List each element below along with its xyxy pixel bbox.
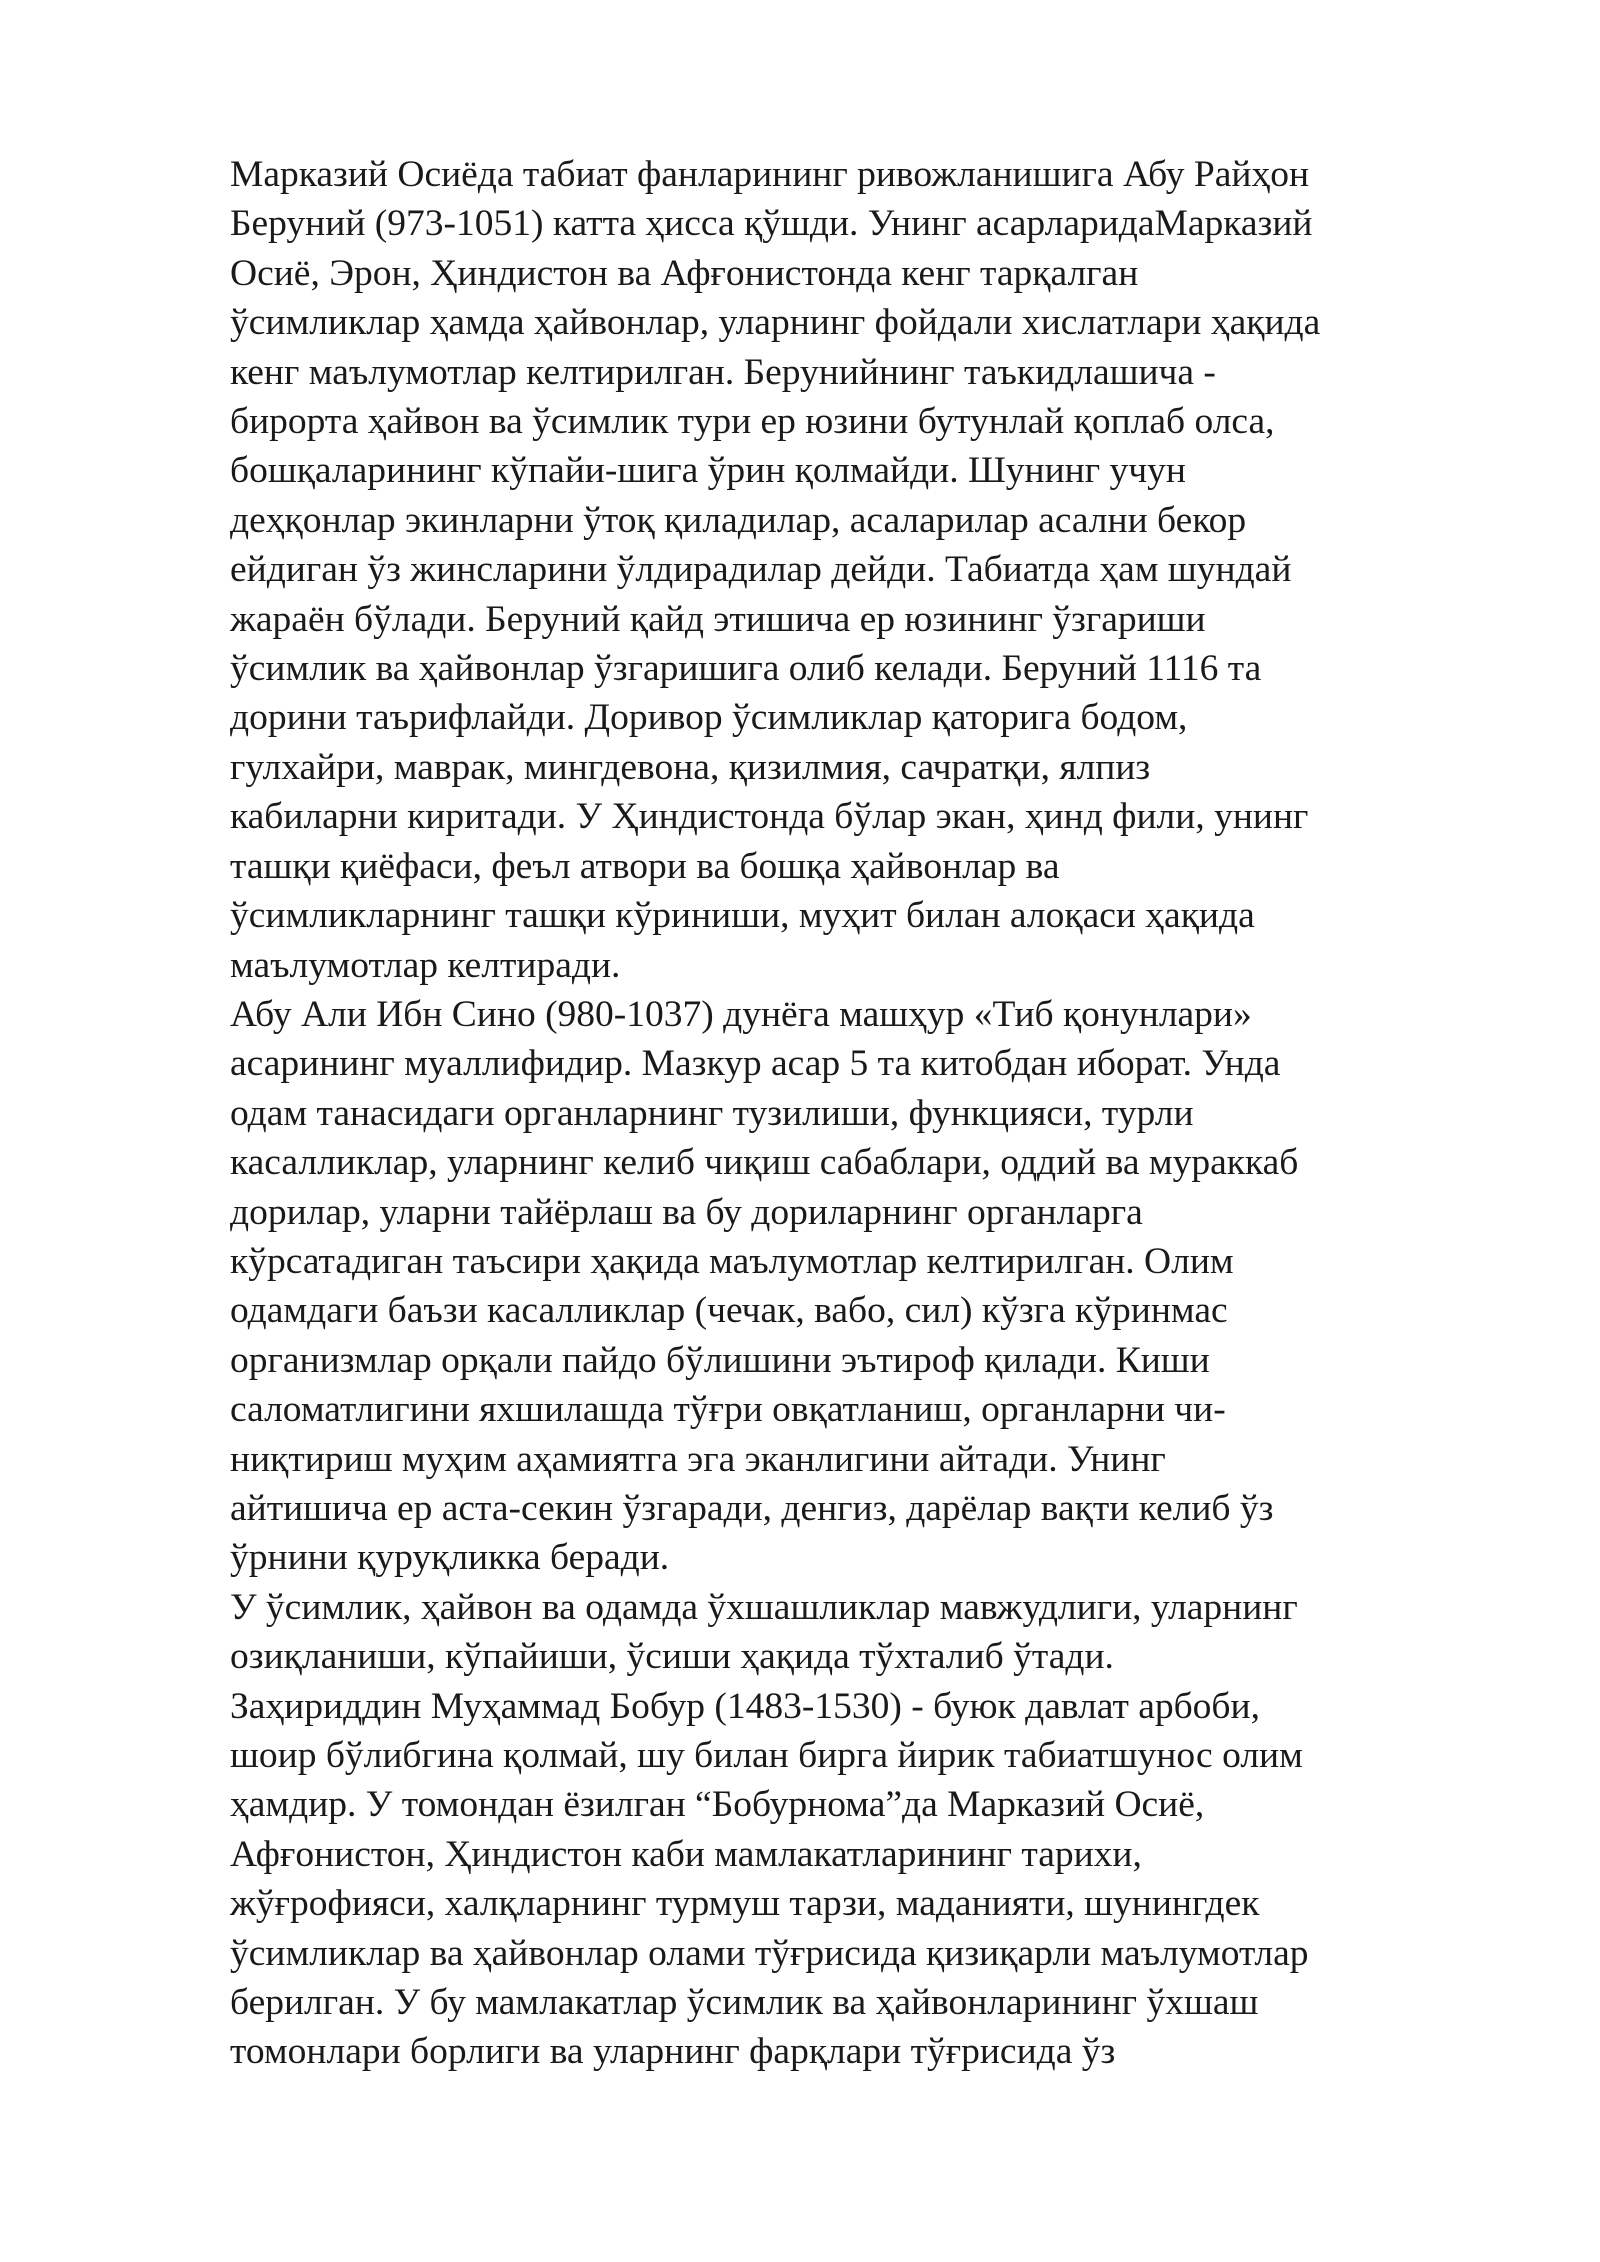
text-line: Афғонистон, Ҳиндистон каби мамлакатларининг тарихи,	[230, 1833, 1142, 1875]
text-line: кенг маълумотлар келтирилган. Берунийнинг таъкидлашича -	[230, 351, 1216, 393]
text-line: асарининг муаллифидир. Мазкур асар 5 та китобдан иборат. Унда	[230, 1043, 1281, 1085]
text-line: берилган. У бу мамлакатлар ўсимлик ва ҳайвонларининг ўхшаш	[230, 1982, 1259, 2024]
text-line: Заҳириддин Муҳаммад Бобур (1483-1530) - буюк давлат арбоби,	[230, 1685, 1260, 1727]
text-line: дорилар, уларни тайёрлаш ва бу дориларнинг органларга	[230, 1191, 1143, 1233]
text-line: саломатлигини яхшилашда тўғри овқатланиш, органларни чи-	[230, 1389, 1226, 1431]
text-line: организмлар орқали пайдо бўлишини эътироф қилади. Киши	[230, 1339, 1210, 1381]
text-line: жараён бўлади. Беруний қайд этишича ер юзининг ўзгариши	[230, 598, 1206, 640]
text-line: деҳқонлар экинларни ўтоқ қиладилар, асаларилар асални бекор	[230, 499, 1247, 541]
text-line: ўсимликларнинг ташқи кўриниши, муҳит билан алоқаси ҳақида	[230, 895, 1255, 937]
text-line: ниқтириш муҳим аҳамиятга эга эканлигини айтади. Унинг	[230, 1438, 1166, 1480]
text-line: касалликлар, уларнинг келиб чиқиш сабаблари, оддий ва мураккаб	[230, 1142, 1299, 1184]
text-line: маълумотлар келтиради.	[230, 944, 621, 986]
text-line: гулхайри, маврак, мингдевона, қизилмия, сачратқи, ялпиз	[230, 746, 1151, 788]
text-line: шоир бўлибгина қолмай, шу билан бирга йирик табиатшунос олим	[230, 1735, 1303, 1776]
text-line: ўсимлик ва ҳайвонлар ўзгаришига олиб келади. Беруний 1116 та	[230, 648, 1262, 690]
text-line: жўғрофияси, халқларнинг турмуш тарзи, маданияти, шунингдек	[230, 1883, 1260, 1925]
text-line: айтишича ер аста-секин ўзгаради, денгиз, дарёлар вақти келиб ўз	[230, 1487, 1274, 1529]
text-line: одамдаги баъзи касалликлар (чечак, вабо, сил) кўзга кўринмас	[230, 1290, 1228, 1332]
text-line: одам танасидаги органларнинг тузилиши, функцияси, турли	[230, 1092, 1194, 1134]
text-line: ўрнини қуруқликка беради.	[230, 1537, 670, 1579]
text-line: ўсимликлар ва ҳайвонлар олами тўғрисида қизиқарли маълумотлар	[230, 1932, 1309, 1974]
text-line: бирорта ҳайвон ва ўсимлик тури ер юзини бутунлай қоплаб олса,	[230, 401, 1275, 443]
text-line: Абу Али Ибн Сино (980-1037) дунёга машҳур «Тиб қонунлари»	[230, 993, 1252, 1035]
text-line: У ўсимлик, ҳайвон ва одамда ўхшашликлар мавжудлиги, уларнинг	[230, 1586, 1298, 1628]
text-line: кўрсатадиган таъсири ҳақида маълумотлар келтирилган. Олим	[230, 1240, 1234, 1282]
text-line: дорини таърифлайди. Доривор ўсимликлар қаторига бодом,	[230, 697, 1188, 739]
text-line: ейдиган ўз жинсларини ўлдирадилар дейди. Табиатда ҳам шундай	[230, 549, 1292, 591]
text-line: томонлари борлиги ва уларнинг фарқлари тўғрисида ўз	[230, 2031, 1116, 2073]
text-line: ҳамдир. У томондан ёзилган “Бобурнома”да Марказий Осиё,	[230, 1784, 1205, 1826]
text-line: ташқи қиёфаси, феъл атвори ва бошқа ҳайвонлар ва	[230, 845, 1060, 887]
text-line: Беруний (973-1051) катта ҳисса қўшди. Унинг асарларидаМарказий	[230, 203, 1313, 245]
body-text	[230, 150, 1520, 2077]
text-line: Осиё, Эрон, Ҳиндистон ва Афғонистонда кенг тарқалган	[230, 252, 1139, 294]
text-line: бошқаларининг кўпайи-шига ўрин қолмайди. Шунинг учун	[230, 450, 1186, 492]
text-line: Марказий Осиёда табиат фанларининг ривожланишига Абу Райҳон	[230, 154, 1310, 195]
text-line: озиқланиши, кўпайиши, ўсиши ҳақида тўхталиб ўтади.	[230, 1636, 1114, 1678]
text-line: ўсимликлар ҳамда ҳайвонлар, уларнинг фойдали хислатлари ҳақида	[230, 302, 1321, 344]
text-line: кабиларни киритади. У Ҳиндистонда бўлар экан, ҳинд фили, унинг	[230, 796, 1309, 838]
